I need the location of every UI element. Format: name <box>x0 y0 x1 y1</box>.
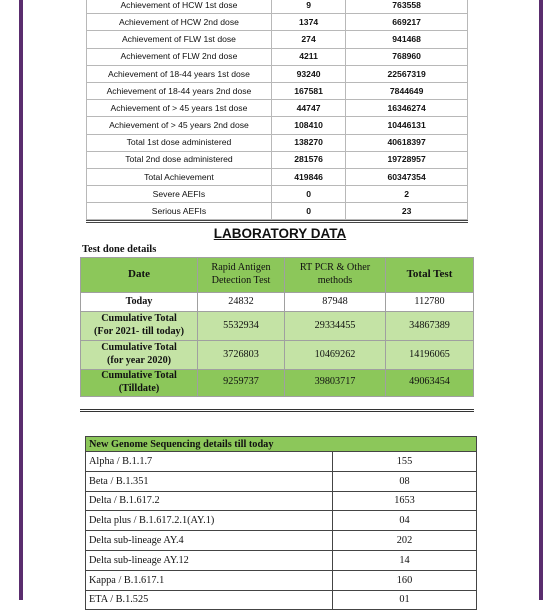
row-label <box>81 341 198 370</box>
lab-row-tilldate <box>81 370 474 397</box>
row-label: Serious AEFIs <box>87 203 272 220</box>
row-rtpcr: 87948 <box>285 293 386 312</box>
header-rtpcr-line1: RT PCR & Other <box>299 262 371 274</box>
row-label: Achievement of FLW 2nd dose <box>87 48 272 65</box>
header-total: Total Test <box>386 258 474 293</box>
row-today-value: 93240 <box>271 65 345 82</box>
row-rtpcr: 29334455 <box>285 312 386 341</box>
row-cumulative-value: 669217 <box>346 14 468 31</box>
row-cumulative-value: 7844649 <box>346 82 468 99</box>
row-label-line2: (for year 2020) <box>106 355 172 366</box>
table-row <box>87 168 468 185</box>
table-row <box>87 31 468 48</box>
table-row <box>87 100 468 117</box>
variant-count: 14 <box>333 550 477 570</box>
row-today-value: 274 <box>271 31 345 48</box>
page-border-right <box>539 0 543 600</box>
header-rapid-line2: Detection Test <box>211 275 271 286</box>
genome-header: New Genome Sequencing details till today <box>86 437 477 452</box>
row-cumulative-value: 941468 <box>346 31 468 48</box>
row-cumulative-value: 23 <box>346 203 468 220</box>
table-row <box>87 14 468 31</box>
variant-name: Kappa / B.1.617.1 <box>86 570 333 590</box>
row-label-line2: (For 2021- till today) <box>93 326 185 337</box>
row-today-value: 4211 <box>271 48 345 65</box>
variant-count: 1653 <box>333 491 477 511</box>
row-today-value: 419846 <box>271 168 345 185</box>
variant-name: Beta / B.1.351 <box>86 471 333 491</box>
row-today-value: 138270 <box>271 134 345 151</box>
page-border-left <box>19 0 23 600</box>
row-label: Total 1st dose administered <box>87 134 272 151</box>
row-today-value: 0 <box>271 203 345 220</box>
table-row <box>87 65 468 82</box>
row-total: 112780 <box>386 293 474 312</box>
row-label: Today <box>81 293 198 312</box>
variant-count: 08 <box>333 471 477 491</box>
variant-count: 155 <box>333 452 477 472</box>
row-label: Achievement of FLW 1st dose <box>87 31 272 48</box>
header-rtpcr <box>285 258 386 293</box>
table-row <box>87 48 468 65</box>
header-rapid-line1: Rapid Antigen <box>211 262 271 274</box>
row-today-value: 0 <box>271 186 345 203</box>
header-rtpcr-line2: methods <box>317 275 353 286</box>
row-label: Achievement of 18-44 years 1st dose <box>87 65 272 82</box>
row-label: Total Achievement <box>87 168 272 185</box>
lab-row-today <box>81 293 474 312</box>
row-total: 34867389 <box>386 312 474 341</box>
table-row <box>86 452 477 472</box>
header-rapid <box>198 258 285 293</box>
table-row <box>87 151 468 168</box>
row-today-value: 108410 <box>271 117 345 134</box>
row-rapid: 9259737 <box>198 370 285 397</box>
row-total: 49063454 <box>386 370 474 397</box>
row-rapid: 3726803 <box>198 341 285 370</box>
lab-header-row <box>81 258 474 293</box>
row-cumulative-value: 22567319 <box>346 65 468 82</box>
row-cumulative-value: 2 <box>346 186 468 203</box>
variant-name: Delta / B.1.617.2 <box>86 491 333 511</box>
genome-table <box>85 436 477 610</box>
table-row <box>86 550 477 570</box>
row-today-value: 281576 <box>271 151 345 168</box>
table-divider <box>80 397 474 412</box>
row-label: Severe AEFIs <box>87 186 272 203</box>
row-cumulative-value: 19728957 <box>346 151 468 168</box>
table-row <box>87 82 468 99</box>
variant-count: 160 <box>333 570 477 590</box>
lab-caption: Test done details <box>82 244 157 255</box>
row-label-line2: (Tilldate) <box>118 382 160 394</box>
row-label: Achievement of > 45 years 1st dose <box>87 100 272 117</box>
lab-row-2021 <box>81 312 474 341</box>
row-rtpcr: 10469262 <box>285 341 386 370</box>
row-rtpcr: 39803717 <box>285 370 386 397</box>
table-row <box>86 570 477 590</box>
variant-name: Alpha / B.1.1.7 <box>86 452 333 472</box>
row-label: Total 2nd dose administered <box>87 151 272 168</box>
row-label: Achievement of HCW 2nd dose <box>87 14 272 31</box>
variant-count: 01 <box>333 590 477 610</box>
row-today-value: 44747 <box>271 100 345 117</box>
vaccination-table <box>86 0 468 223</box>
row-label-line1: Cumulative Total <box>101 342 177 354</box>
table-row <box>87 0 468 14</box>
section-title <box>0 226 560 241</box>
row-label <box>81 312 198 341</box>
table-divider <box>86 220 468 223</box>
row-label: Achievement of HCW 1st dose <box>87 0 272 14</box>
row-today-value: 167581 <box>271 82 345 99</box>
variant-name: Delta sub-lineage AY.12 <box>86 550 333 570</box>
table-row <box>86 471 477 491</box>
lab-title-text: LABORATORY DATA <box>213 226 347 241</box>
row-cumulative-value: 768960 <box>346 48 468 65</box>
laboratory-table <box>80 242 474 412</box>
row-label <box>81 370 198 397</box>
table-row <box>87 186 468 203</box>
row-label: Achievement of 18-44 years 2nd dose <box>87 82 272 99</box>
row-cumulative-value: 16346274 <box>346 100 468 117</box>
table-row <box>86 491 477 511</box>
variant-count: 04 <box>333 511 477 531</box>
lab-row-2020 <box>81 341 474 370</box>
row-total: 14196065 <box>386 341 474 370</box>
row-cumulative-value: 763558 <box>346 0 468 14</box>
variant-count: 202 <box>333 531 477 551</box>
row-label: Achievement of > 45 years 2nd dose <box>87 117 272 134</box>
table-row <box>87 117 468 134</box>
row-today-value: 1374 <box>271 14 345 31</box>
variant-name: Delta sub-lineage AY.4 <box>86 531 333 551</box>
row-rapid: 5532934 <box>198 312 285 341</box>
table-row <box>86 511 477 531</box>
table-row <box>87 134 468 151</box>
table-row <box>87 203 468 220</box>
variant-name: ETA / B.1.525 <box>86 590 333 610</box>
row-cumulative-value: 60347354 <box>346 168 468 185</box>
table-row <box>86 531 477 551</box>
row-label-line1: Cumulative Total <box>101 370 177 381</box>
row-label-line1: Cumulative Total <box>101 313 177 325</box>
variant-name: Delta plus / B.1.617.2.1(AY.1) <box>86 511 333 531</box>
header-date: Date <box>81 258 198 293</box>
row-cumulative-value: 40618397 <box>346 134 468 151</box>
genome-header-row <box>86 437 477 452</box>
row-today-value: 9 <box>271 0 345 14</box>
row-rapid: 24832 <box>198 293 285 312</box>
row-cumulative-value: 10446131 <box>346 117 468 134</box>
